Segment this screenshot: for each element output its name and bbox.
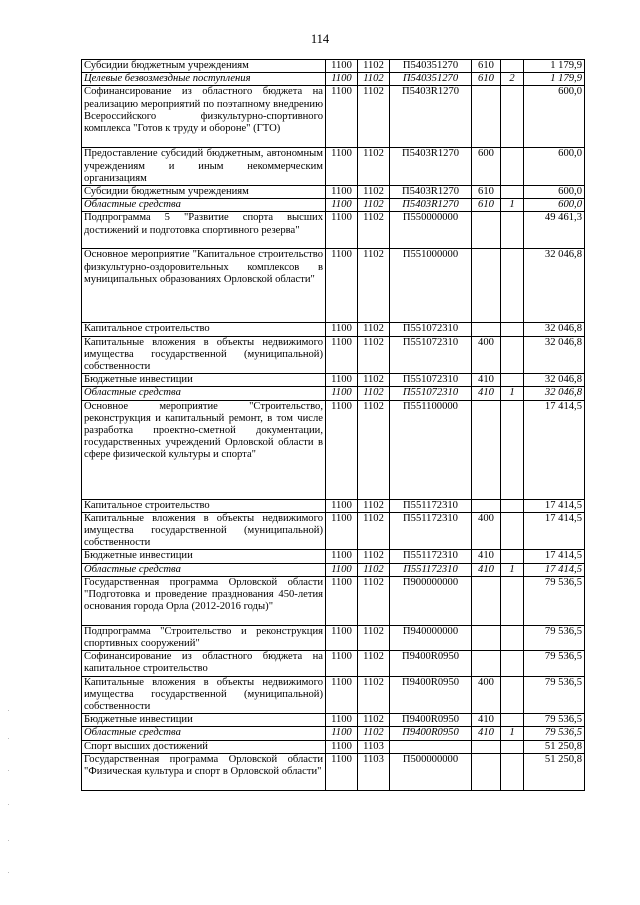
cell-amount: 600,0: [524, 186, 585, 199]
cell-funding-source: [501, 374, 524, 387]
table-row: [82, 323, 585, 336]
table-row: [82, 336, 585, 374]
table-row: [82, 576, 585, 625]
cell-name: Софинансирование из областного бюджета на реализацию мероприятий по поэтапному внедрению Всероссийского физкультурно-спортивного комплекса "Готов к труду и обороне" (ГТО): [82, 86, 326, 148]
cell-section: 1100: [326, 323, 358, 336]
cell-funding-source: [501, 676, 524, 714]
cell-amount: 17 414,5: [524, 400, 585, 499]
cell-target-article: П5403R1270: [390, 148, 472, 186]
cell-funding-source: [501, 714, 524, 727]
table-row: [82, 550, 585, 563]
cell-section: 1100: [326, 186, 358, 199]
cell-funding-source: [501, 186, 524, 199]
table-row: [82, 740, 585, 753]
cell-amount: 49 461,3: [524, 212, 585, 249]
cell-amount: 600,0: [524, 86, 585, 148]
cell-name: Бюджетные инвестиции: [82, 714, 326, 727]
cell-section: 1100: [326, 714, 358, 727]
cell-section: 1100: [326, 499, 358, 512]
cell-expense-type: [472, 323, 501, 336]
cell-name: Государственная программа Орловской области "Подготовка и проведение празднования 450-летия основания города Орла (2012-2016 годы)": [82, 576, 326, 625]
cell-amount: 79 536,5: [524, 676, 585, 714]
cell-target-article: П9400R0950: [390, 651, 472, 676]
cell-target-article: П551172310: [390, 563, 472, 576]
cell-target-article: П551172310: [390, 499, 472, 512]
cell-amount: 32 046,8: [524, 374, 585, 387]
cell-expense-type: 400: [472, 512, 501, 550]
cell-funding-source: [501, 576, 524, 625]
cell-name: Основное мероприятие "Капитальное строительство физкультурно-оздоровительных комплексов в муниципальных образованиях Орловской области": [82, 249, 326, 323]
cell-expense-type: 410: [472, 714, 501, 727]
cell-name: Областные средства: [82, 727, 326, 740]
cell-expense-type: [472, 499, 501, 512]
cell-section: 1100: [326, 249, 358, 323]
table-row: [82, 714, 585, 727]
cell-target-article: П551000000: [390, 249, 472, 323]
cell-section: 1100: [326, 86, 358, 148]
cell-section: 1100: [326, 374, 358, 387]
cell-target-article: П500000000: [390, 753, 472, 790]
cell-expense-type: 410: [472, 727, 501, 740]
cell-target-article: П9400R0950: [390, 727, 472, 740]
cell-section: 1100: [326, 400, 358, 499]
cell-name: Капитальные вложения в объекты недвижимого имущества государственной (муниципальной) собственности: [82, 336, 326, 374]
cell-amount: 1 179,9: [524, 60, 585, 73]
table-row: [82, 374, 585, 387]
cell-funding-source: 2: [501, 73, 524, 86]
cell-section: 1100: [326, 727, 358, 740]
cell-subsection: 1102: [358, 714, 390, 727]
cell-expense-type: [472, 753, 501, 790]
cell-funding-source: [501, 550, 524, 563]
cell-section: 1100: [326, 625, 358, 650]
table-row: [82, 86, 585, 148]
cell-section: 1100: [326, 740, 358, 753]
cell-target-article: П9400R0950: [390, 714, 472, 727]
cell-name: Софинансирование из областного бюджета на капитальное строительство: [82, 651, 326, 676]
cell-target-article: П551072310: [390, 374, 472, 387]
cell-name: Подпрограмма 5 "Развитие спорта высших достижений и подготовка спортивного резерва": [82, 212, 326, 249]
cell-subsection: 1102: [358, 727, 390, 740]
cell-amount: 17 414,5: [524, 563, 585, 576]
cell-section: 1100: [326, 148, 358, 186]
cell-name: Спорт высших достижений: [82, 740, 326, 753]
cell-name: Предоставление субсидий бюджетным, автономным учреждениям и иным некоммерческим организациям: [82, 148, 326, 186]
cell-expense-type: 410: [472, 374, 501, 387]
cell-funding-source: 1: [501, 387, 524, 400]
cell-amount: 1 179,9: [524, 73, 585, 86]
cell-funding-source: [501, 651, 524, 676]
cell-section: 1100: [326, 212, 358, 249]
cell-funding-source: [501, 249, 524, 323]
cell-name: Государственная программа Орловской области "Физическая культура и спорт в Орловской области": [82, 753, 326, 790]
cell-expense-type: [472, 249, 501, 323]
cell-target-article: П900000000: [390, 576, 472, 625]
cell-subsection: 1102: [358, 73, 390, 86]
cell-amount: 32 046,8: [524, 323, 585, 336]
table-row: [82, 676, 585, 714]
cell-amount: 600,0: [524, 199, 585, 212]
cell-amount: 51 250,8: [524, 753, 585, 790]
cell-section: 1100: [326, 199, 358, 212]
cell-expense-type: 610: [472, 73, 501, 86]
cell-subsection: 1103: [358, 753, 390, 790]
cell-funding-source: [501, 336, 524, 374]
cell-expense-type: [472, 212, 501, 249]
cell-section: 1100: [326, 563, 358, 576]
cell-funding-source: [501, 60, 524, 73]
cell-subsection: 1102: [358, 199, 390, 212]
cell-section: 1100: [326, 336, 358, 374]
cell-subsection: 1102: [358, 625, 390, 650]
cell-name: Областные средства: [82, 387, 326, 400]
cell-expense-type: 610: [472, 186, 501, 199]
cell-subsection: 1102: [358, 512, 390, 550]
cell-target-article: П551172310: [390, 550, 472, 563]
cell-target-article: П5403R1270: [390, 186, 472, 199]
cell-funding-source: [501, 753, 524, 790]
table-row: [82, 651, 585, 676]
cell-expense-type: 610: [472, 60, 501, 73]
cell-subsection: 1102: [358, 563, 390, 576]
cell-target-article: П540351270: [390, 60, 472, 73]
cell-section: 1100: [326, 576, 358, 625]
cell-expense-type: [472, 576, 501, 625]
cell-funding-source: [501, 625, 524, 650]
table-row: [82, 148, 585, 186]
cell-subsection: 1102: [358, 323, 390, 336]
cell-funding-source: [501, 323, 524, 336]
cell-funding-source: 1: [501, 727, 524, 740]
cell-subsection: 1102: [358, 249, 390, 323]
cell-expense-type: [472, 400, 501, 499]
table-row: [82, 199, 585, 212]
cell-expense-type: 610: [472, 199, 501, 212]
cell-name: Субсидии бюджетным учреждениям: [82, 60, 326, 73]
cell-expense-type: 410: [472, 550, 501, 563]
cell-section: 1100: [326, 387, 358, 400]
cell-target-article: П551072310: [390, 387, 472, 400]
cell-section: 1100: [326, 73, 358, 86]
cell-section: 1100: [326, 550, 358, 563]
cell-subsection: 1102: [358, 86, 390, 148]
cell-amount: 17 414,5: [524, 499, 585, 512]
cell-target-article: П551172310: [390, 512, 472, 550]
table-row: [82, 73, 585, 86]
cell-funding-source: [501, 400, 524, 499]
cell-name: Капитальные вложения в объекты недвижимого имущества государственной (муниципальной) собственности: [82, 512, 326, 550]
cell-amount: 17 414,5: [524, 512, 585, 550]
cell-section: 1100: [326, 651, 358, 676]
cell-name: Бюджетные инвестиции: [82, 550, 326, 563]
cell-amount: 17 414,5: [524, 550, 585, 563]
cell-name: Бюджетные инвестиции: [82, 374, 326, 387]
cell-target-article: П5403R1270: [390, 86, 472, 148]
cell-funding-source: [501, 212, 524, 249]
cell-target-article: П551072310: [390, 336, 472, 374]
cell-amount: 79 536,5: [524, 576, 585, 625]
cell-section: 1100: [326, 512, 358, 550]
cell-expense-type: 600: [472, 148, 501, 186]
cell-target-article: П550000000: [390, 212, 472, 249]
cell-target-article: П940000000: [390, 625, 472, 650]
cell-amount: 32 046,8: [524, 336, 585, 374]
cell-subsection: 1102: [358, 60, 390, 73]
cell-subsection: 1102: [358, 148, 390, 186]
cell-section: 1100: [326, 753, 358, 790]
cell-name: Субсидии бюджетным учреждениям: [82, 186, 326, 199]
cell-name: Целевые безвозмездные поступления: [82, 73, 326, 86]
cell-funding-source: [501, 499, 524, 512]
cell-amount: 79 536,5: [524, 714, 585, 727]
cell-expense-type: [472, 740, 501, 753]
table-row: [82, 563, 585, 576]
cell-amount: 79 536,5: [524, 625, 585, 650]
table-row: [82, 499, 585, 512]
table-row: [82, 212, 585, 249]
cell-target-article: П5403R1270: [390, 199, 472, 212]
cell-target-article: П551100000: [390, 400, 472, 499]
cell-subsection: 1102: [358, 374, 390, 387]
cell-name: Капитальное строительство: [82, 499, 326, 512]
cell-subsection: 1102: [358, 387, 390, 400]
cell-name: Капитальные вложения в объекты недвижимого имущества государственной (муниципальной) собственности: [82, 676, 326, 714]
cell-subsection: 1102: [358, 499, 390, 512]
cell-subsection: 1102: [358, 576, 390, 625]
cell-funding-source: 1: [501, 199, 524, 212]
table-row: [82, 387, 585, 400]
cell-target-article: [390, 740, 472, 753]
page-number: 114: [310, 32, 330, 46]
table-row: [82, 249, 585, 323]
cell-section: 1100: [326, 676, 358, 714]
table-row: [82, 60, 585, 73]
cell-subsection: 1102: [358, 336, 390, 374]
table-body: [82, 60, 585, 791]
cell-funding-source: [501, 148, 524, 186]
cell-amount: 600,0: [524, 148, 585, 186]
cell-subsection: 1102: [358, 550, 390, 563]
budget-table: [81, 59, 585, 791]
cell-name: Областные средства: [82, 199, 326, 212]
cell-amount: 79 536,5: [524, 651, 585, 676]
cell-subsection: 1102: [358, 676, 390, 714]
cell-amount: 32 046,8: [524, 249, 585, 323]
table-row: [82, 727, 585, 740]
cell-target-article: П540351270: [390, 73, 472, 86]
cell-expense-type: 410: [472, 563, 501, 576]
table-row: [82, 186, 585, 199]
cell-expense-type: 410: [472, 387, 501, 400]
cell-subsection: 1102: [358, 400, 390, 499]
cell-name: Подпрограмма "Строительство и реконструкция спортивных сооружений": [82, 625, 326, 650]
cell-funding-source: 1: [501, 563, 524, 576]
cell-funding-source: [501, 86, 524, 148]
cell-subsection: 1102: [358, 186, 390, 199]
cell-name: Основное мероприятие "Строительство, реконструкция и капитальный ремонт, в том числе разработка проектно-сметной документации, государственных учреждений Орловской области в сфере физической культуры и спорта": [82, 400, 326, 499]
cell-amount: 79 536,5: [524, 727, 585, 740]
cell-subsection: 1102: [358, 212, 390, 249]
cell-funding-source: [501, 512, 524, 550]
cell-expense-type: 400: [472, 676, 501, 714]
table-row: [82, 512, 585, 550]
cell-subsection: 1103: [358, 740, 390, 753]
cell-subsection: 1102: [358, 651, 390, 676]
cell-expense-type: 400: [472, 336, 501, 374]
cell-target-article: П551072310: [390, 323, 472, 336]
table-row: [82, 625, 585, 650]
cell-name: Областные средства: [82, 563, 326, 576]
table-row: [82, 753, 585, 790]
cell-name: Капитальное строительство: [82, 323, 326, 336]
cell-expense-type: [472, 86, 501, 148]
cell-funding-source: [501, 740, 524, 753]
cell-section: 1100: [326, 60, 358, 73]
cell-target-article: П9400R0950: [390, 676, 472, 714]
cell-amount: 51 250,8: [524, 740, 585, 753]
cell-expense-type: [472, 651, 501, 676]
cell-expense-type: [472, 625, 501, 650]
cell-amount: 32 046,8: [524, 387, 585, 400]
scan-artifacts: [8, 700, 10, 900]
table-row: [82, 400, 585, 499]
